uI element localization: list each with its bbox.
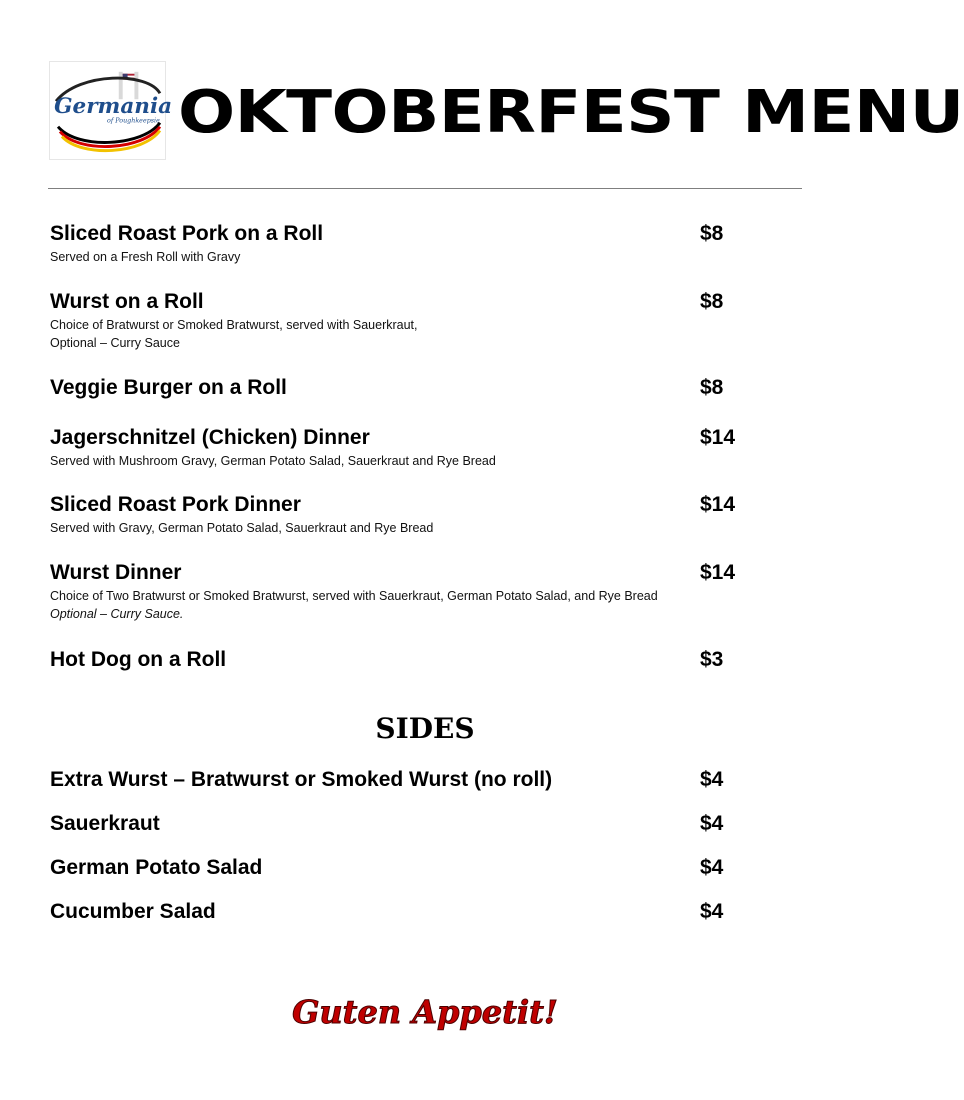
menu-item-description-line: Choice of Bratwurst or Smoked Bratwurst, served with Sauerkraut,: [50, 318, 418, 332]
side-item-name: Cucumber Salad: [50, 900, 216, 923]
germania-logo: [49, 61, 173, 160]
menu-item-name: Sliced Roast Pork Dinner: [50, 493, 301, 516]
side-item-price: $4: [700, 856, 724, 879]
side-item-price: $4: [700, 900, 724, 923]
menu-item-name: Jagerschnitzel (Chicken) Dinner: [50, 426, 370, 449]
menu-item-price: $3: [700, 648, 724, 671]
menu-item-name: Veggie Burger on a Roll: [50, 376, 287, 399]
menu-item-description-line: Optional – Curry Sauce: [50, 336, 180, 350]
menu-item-name: Wurst Dinner: [50, 561, 182, 584]
menu-item-description: [50, 587, 658, 623]
menu-item-price: $8: [700, 222, 724, 245]
sides-heading: SIDES: [375, 712, 475, 745]
side-item-price: $4: [700, 812, 724, 835]
menu-item-description-line: Served on a Fresh Roll with Gravy: [50, 250, 241, 264]
menu-item-price: $8: [700, 290, 724, 313]
menu-item-description: [50, 316, 418, 352]
menu-item-description: [50, 248, 240, 266]
header-divider: [48, 188, 802, 189]
menu-item-description-line: Choice of Two Bratwurst or Smoked Bratwurst, served with Sauerkraut, German Potato Salad, and Rye Bread: [50, 589, 658, 603]
menu-item-description: [50, 519, 433, 537]
side-item-name: Extra Wurst – Bratwurst or Smoked Wurst (no roll): [50, 768, 553, 791]
side-item-name: German Potato Salad: [50, 856, 263, 879]
menu-item-name: Hot Dog on a Roll: [50, 648, 227, 671]
menu-item-description-line: Optional – Curry Sauce.: [50, 607, 184, 621]
menu-item-name: Wurst on a Roll: [50, 290, 204, 313]
logo-sub-text: of Poughkeepsie: [107, 117, 160, 125]
menu-item-description-line: Served with Gravy, German Potato Salad, Sauerkraut and Rye Bread: [50, 521, 434, 535]
menu-item-price: $14: [700, 426, 736, 449]
menu-item-name: Sliced Roast Pork on a Roll: [50, 222, 324, 245]
menu-item-description: [50, 452, 496, 470]
page-title: OKTOBERFEST MENU: [178, 77, 964, 146]
menu-item-description-line: Served with Mushroom Gravy, German Potato Salad, Sauerkraut and Rye Bread: [50, 454, 496, 468]
footer-greeting: Guten Appetit!: [292, 993, 558, 1031]
side-item-name: Sauerkraut: [50, 812, 160, 835]
side-item-price: $4: [700, 768, 724, 791]
menu-item-price: $8: [700, 376, 724, 399]
menu-item-price: $14: [700, 561, 736, 584]
menu-item-price: $14: [700, 493, 736, 516]
logo-brand-text: Germania: [54, 93, 173, 119]
